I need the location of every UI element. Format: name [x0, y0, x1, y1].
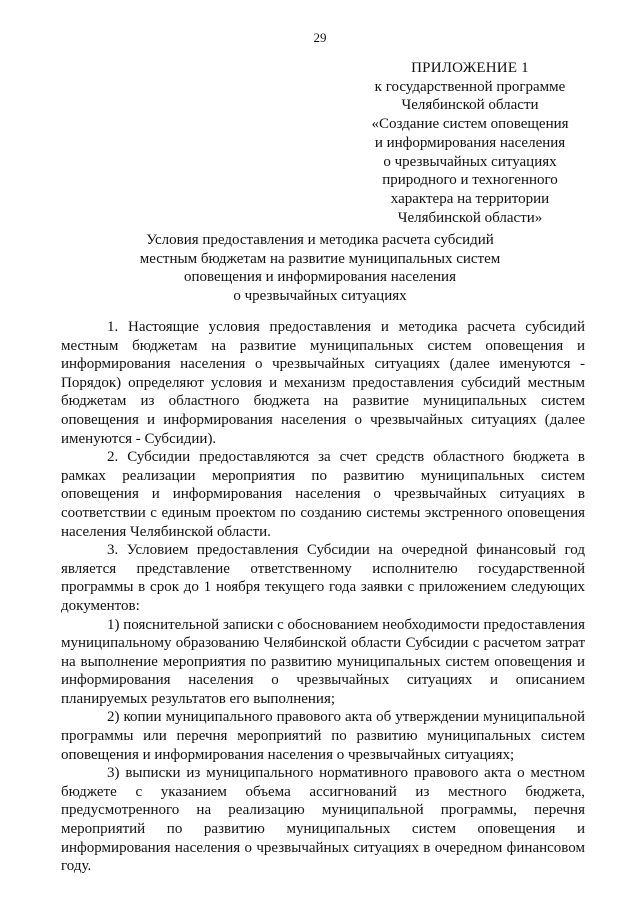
appendix-line: природного и техногенного — [382, 172, 558, 189]
appendix-heading: ПРИЛОЖЕНИЕ 1 — [411, 60, 529, 76]
appendix-line: и информирования населения — [374, 134, 566, 151]
document-title — [110, 231, 530, 306]
appendix-line: к государственной программе — [374, 78, 566, 95]
title-line: о чрезвычайных ситуациях — [233, 288, 407, 305]
paragraph: 2. Субсидии предоставляются за счет средств областного бюджета в рамках реализации мероприятия по развитию муниципальных систем оповещения и информирования населения о чрезвычайных ситуациях в соответствии с единым проектом по созданию системы экстренного оповещения населения Челябинской области. — [61, 449, 585, 540]
page-number: 29 — [313, 30, 327, 45]
paragraph: 1) пояснительной записки с обоснованием необходимости предоставления муниципальному образованию Челябинской области Субсидии с расчетом затрат на выполнение мероприятия по развитию муниципальных систем оповещения и информирования населения о чрезвычайных ситуациях и описанием планируемых результатов его выполнения; — [61, 616, 585, 707]
appendix-block — [350, 59, 590, 227]
paragraph: 3. Условием предоставления Субсидии на очередной финансовый год является представление ответственному исполнителю государственной программы в срок до 1 ноября текущего года заявки с приложением следующих документов: — [61, 542, 585, 614]
appendix-line: характера на территории — [390, 190, 550, 207]
paragraph: 2) копии муниципального правового акта об утверждении муниципальной программы или перечня мероприятий по развитию муниципальных систем оповещения и информирования населения о чрезвычайных ситуациях; — [61, 709, 585, 763]
paragraph: 1. Настоящие условия предоставления и методика расчета субсидий местным бюджетам на развитие муниципальных систем оповещения и информирования населения о чрезвычайных ситуациях (далее именуются - Порядок) определяют условия и механизм предоставления субсидий местным бюджетам из областного бюджета на развитие муниципальных систем оповещения и информирования населения о чрезвычайных ситуациях (далее именуются - Субсидии). — [61, 319, 585, 447]
title-line: местным бюджетам на развитие муниципальных систем — [139, 250, 501, 267]
paragraph: 3) выписки из муниципального нормативного правового акта о местном бюджете с указанием объема ассигнований из местного бюджета, предусмотренного на реализацию муниципальной программы, перечня мероприятий по развитию муниципальных систем оповещения и информирования населения о чрезвычайных ситуациях в очередном финансовом году. — [61, 765, 585, 875]
title-line: оповещения и информирования населения — [184, 269, 456, 286]
document-body — [61, 318, 585, 876]
title-line: Условия предоставления и методика расчета субсидий — [146, 232, 494, 248]
appendix-line: «Создание систем оповещения — [371, 116, 569, 133]
appendix-line: Челябинской области» — [397, 209, 543, 226]
appendix-line: Челябинской области — [401, 97, 539, 114]
appendix-line: о чрезвычайных ситуациях — [383, 153, 557, 170]
